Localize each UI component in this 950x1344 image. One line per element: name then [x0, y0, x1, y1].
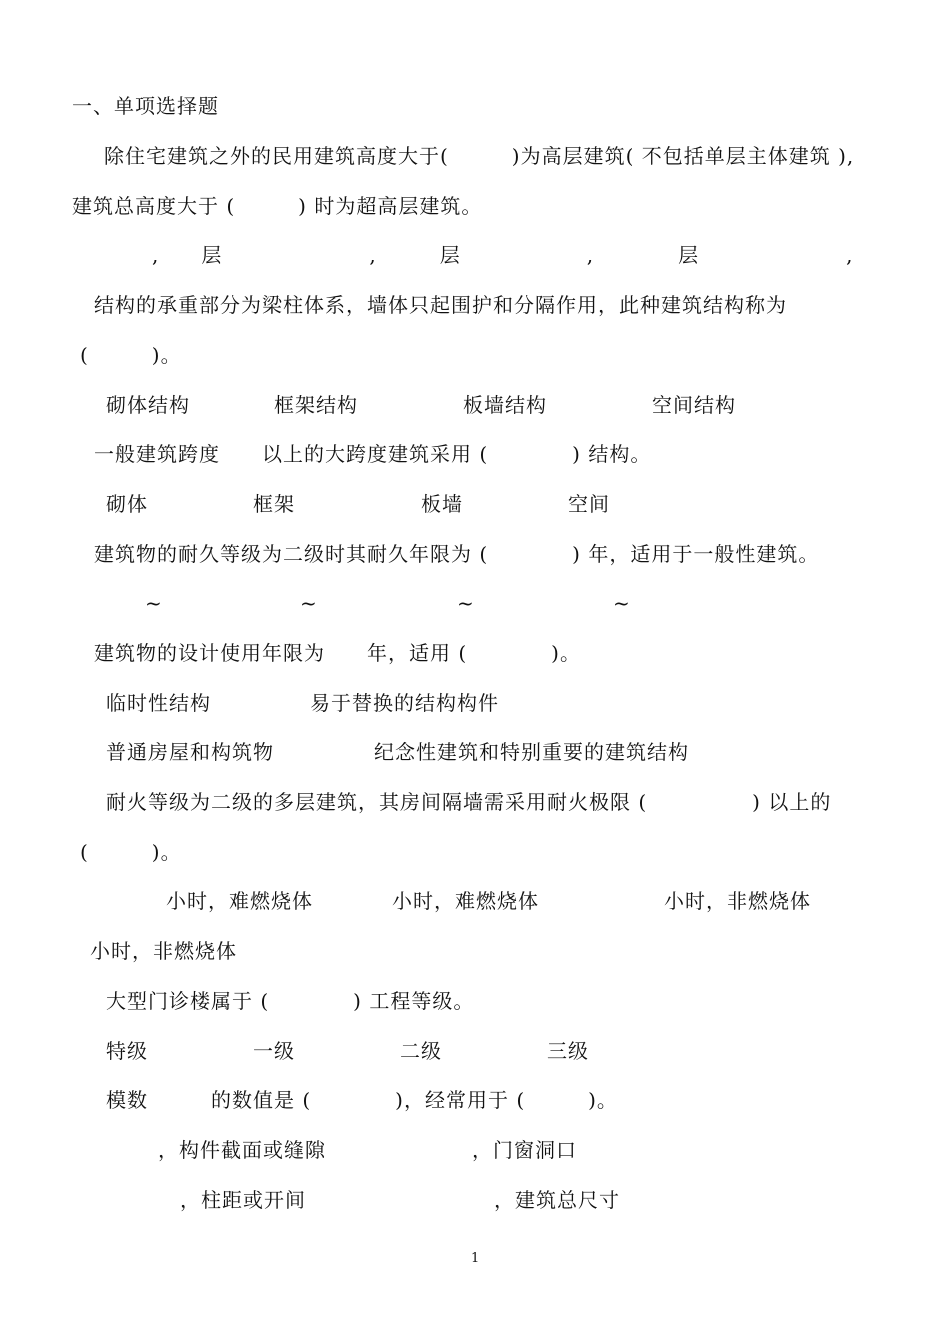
- q5-option-b: 易于替换的结构构件: [310, 691, 499, 715]
- q6-option-a: 小时，难燃烧体: [166, 889, 313, 913]
- section-title: 一、单项选择题: [72, 94, 219, 118]
- q8-option-c: ，柱距或开间: [180, 1188, 306, 1212]
- q2-options: 砌体结构 框架结构 板墙结构 空间结构: [106, 393, 736, 417]
- q8-option-d: ，建筑总尺寸: [494, 1188, 620, 1212]
- q4-option-c: ~: [457, 591, 475, 615]
- q1-stem-line2: 建筑总高度大于 ( ) 时为超高层建筑。: [72, 194, 483, 218]
- page-number: 1: [471, 1251, 480, 1266]
- q6-option-d: 小时，非燃烧体: [90, 939, 237, 963]
- q1-stem-line1: 除住宅建筑之外的民用建筑高度大于( )为高层建筑( 不包括单层主体建筑 ),: [104, 144, 855, 168]
- q3-stem: 一般建筑跨度 以上的大跨度建筑采用 ( ) 结构。: [94, 442, 652, 466]
- q3-options: 砌体 框架 板墙 空间: [106, 492, 610, 516]
- q6-stem-line1: 耐火等级为二级的多层建筑，其房间隔墙需采用耐火极限 ( ) 以上的: [106, 790, 832, 814]
- q6-stem-line2: ( )。: [80, 840, 182, 864]
- q5-option-c: 普通房屋和构筑物: [106, 740, 274, 764]
- q5-option-a: 临时性结构: [106, 691, 211, 715]
- q8-option-a: ，构件截面或缝隙: [158, 1138, 326, 1162]
- q4-option-b: ~: [300, 591, 318, 615]
- q6-option-c: 小时，非燃烧体: [664, 889, 811, 913]
- q5-stem: 建筑物的设计使用年限为 年，适用 ( )。: [94, 641, 581, 665]
- q6-option-b: 小时，难燃烧体: [392, 889, 539, 913]
- q7-options: 特级 一级 二级 三级: [106, 1039, 589, 1063]
- q7-stem: 大型门诊楼属于 ( ) 工程等级。: [106, 989, 475, 1013]
- q2-stem-line1: 结构的承重部分为梁柱体系，墙体只起围护和分隔作用，此种建筑结构称为: [94, 293, 787, 317]
- q4-stem: 建筑物的耐久等级为二级时其耐久年限为 ( ) 年，适用于一般性建筑。: [94, 542, 820, 566]
- q8-stem: 模数 的数值是 ( )，经常用于 ( )。: [106, 1088, 618, 1112]
- q1-options: , 层 , 层 , 层 ,: [152, 243, 854, 267]
- q4-option-d: ~: [613, 591, 631, 615]
- q5-option-d: 纪念性建筑和特别重要的建筑结构: [374, 740, 689, 764]
- q4-option-a: ~: [145, 591, 163, 615]
- q8-option-b: ，门窗洞口: [472, 1138, 577, 1162]
- q2-stem-line2: ( )。: [80, 343, 182, 367]
